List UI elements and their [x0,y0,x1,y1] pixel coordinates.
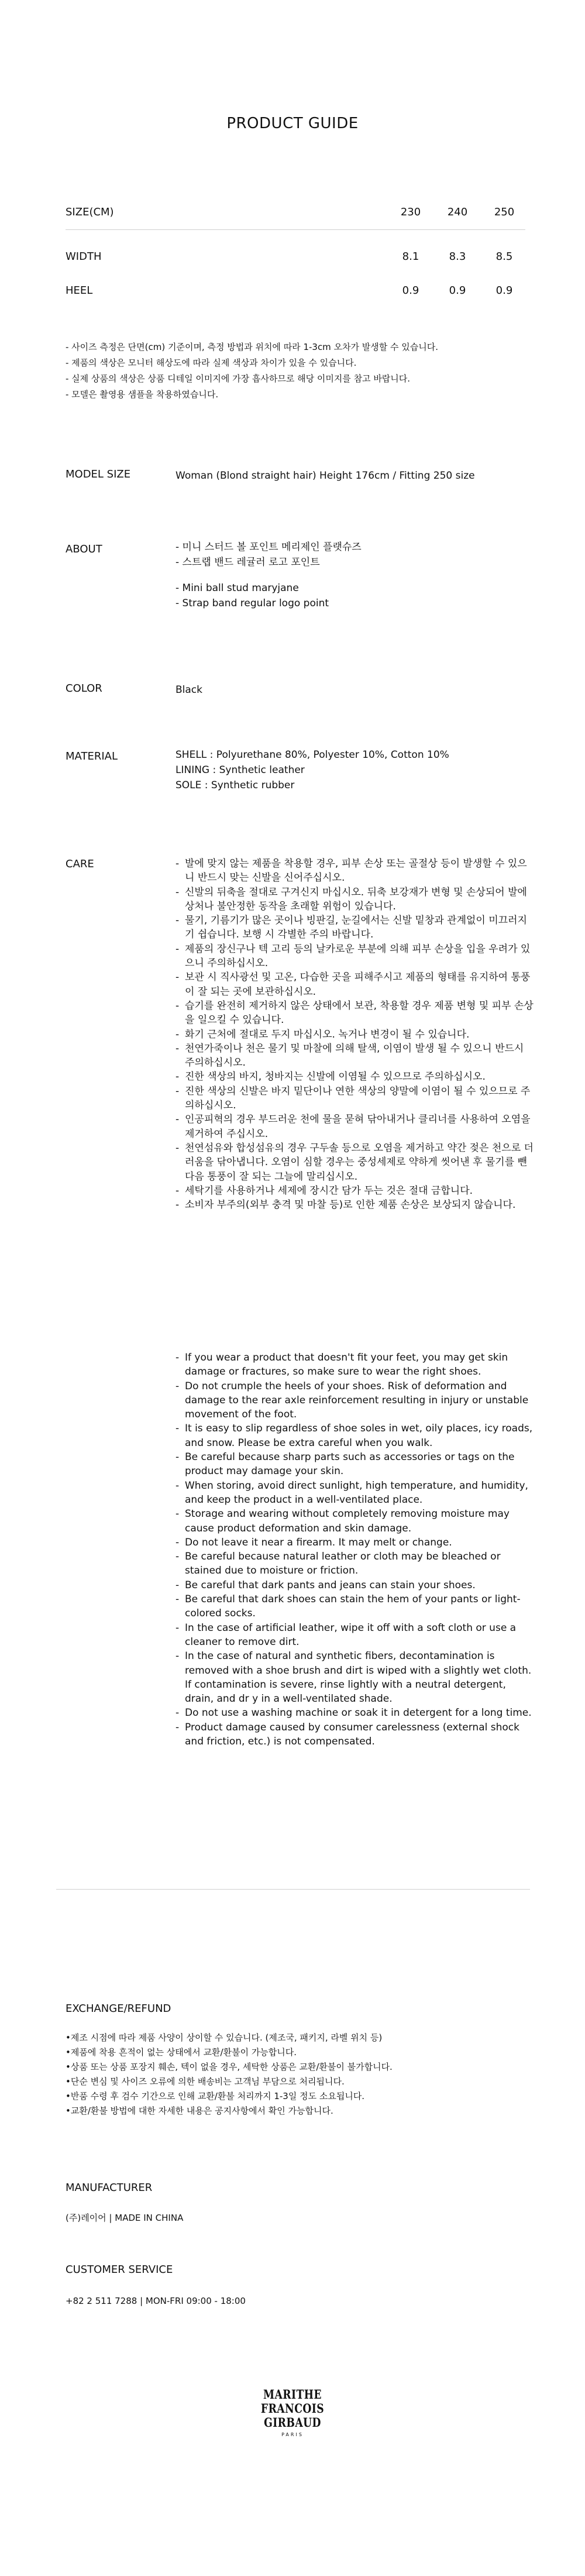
about-line: - 스트랩 밴드 레귤러 로고 포인트 [176,557,320,568]
color-label: COLOR [66,682,102,695]
color-value: Black [176,684,202,696]
care-item: - Storage and wearing without completely removing moisture may cause product deformation and skin damage. [176,1507,535,1536]
note-line: - 사이즈 측정은 단면(cm) 기준이며, 측정 방법과 위치에 따라 1-3cm 오차가 발생할 수 있습니다. [66,342,439,352]
material-value [176,747,449,793]
brand-logo [246,2388,339,2437]
care-item: - In the case of artificial leather, wipe it off with a soft cloth or use a cleaner to remove dirt. [176,1621,535,1650]
material-line: SHELL : Polyurethane 80%, Polyester 10%, Cotton 10% [176,749,449,761]
exchange-refund-label: EXCHANGE/REFUND [66,2003,171,2015]
care-item: - If you wear a product that doesn't fit your feet, you may get skin damage or fractures, so make sure to wear the right shoes. [176,1351,535,1379]
material-line: LINING : Synthetic leather [176,764,305,776]
width-value-240: 8.3 [449,250,466,263]
care-label: CARE [66,858,94,870]
care-item: - When storing, avoid direct sunlight, high temperature, and humidity, and keep the product in a well-ventilated place. [176,1479,535,1507]
note-line: - 제품의 색상은 모니터 해상도에 따라 실제 색상과 차이가 있을 수 있습니다. [66,358,357,368]
logo-line: MARITHE [263,2387,322,2402]
care-item: - 천연섬유와 합성섬유의 경우 구두솔 등으로 오염을 제거하고 약간 젖은 천으로 더러움을 닦아냅니다. 오염이 심할 경우는 중성세제로 약하게 씻어낸 후 물기를 뺀 다음 통풍이 잘 되는 그늘에 말리십시오. [176,1141,535,1184]
logo-line: GIRBAUD [264,2415,321,2430]
exchange-line: •반품 수령 후 검수 기간으로 인해 교환/환불 처리까지 1-3일 정도 소요됩니다. [66,2091,365,2101]
heel-row-label: HEEL [66,284,93,297]
size-table-header-label: SIZE(CM) [66,206,114,218]
customer-service-label: CUSTOMER SERVICE [66,2264,173,2276]
about-line: - Mini ball stud maryjane [176,582,299,594]
care-item: - 화기 근처에 절대로 두지 마십시오. 녹거나 변경이 될 수 있습니다. [176,1028,535,1042]
manufacturer-label: MANUFACTURER [66,2182,153,2194]
care-item: - It is easy to slip regardless of shoe soles in wet, oily places, icy roads, and snow. Please be extra careful when you walk. [176,1421,535,1450]
care-item: - 진한 색상의 신발은 바지 밑단이나 연한 색상의 양말에 이염이 될 수 있으므로 주의하십시오. [176,1084,535,1113]
care-item: - Be careful because natural leather or cloth may be bleached or stained due to moisture or friction. [176,1550,535,1578]
care-item: - 신발의 뒤축을 절대로 구겨신지 마십시오. 뒤축 보강재가 변형 및 손상되어 발에 상처나 불안정한 동작을 초래할 위험이 있습니다. [176,885,535,914]
width-value-250: 8.5 [495,250,513,263]
exchange-line: •제품에 착용 흔적이 없는 상태에서 교환/환불이 가능합니다. [66,2047,297,2058]
exchange-line: •상품 또는 상품 포장지 훼손, 텍이 없을 경우, 세탁한 상품은 교환/환불이 불가합니다. [66,2062,393,2072]
size-column-230: 230 [400,206,421,218]
heel-value-250: 0.9 [495,284,513,297]
about-line: - 미니 스터드 볼 포인트 메리제인 플랫슈즈 [176,541,362,553]
size-notes [66,339,438,403]
exchange-line: •교환/환불 방법에 대한 자세한 내용은 공지사항에서 확인 가능합니다. [66,2106,333,2116]
heel-value-230: 0.9 [402,284,419,297]
exchange-refund-text [66,2031,393,2118]
care-item: - Do not leave it near a firearm. It may melt or change. [176,1536,535,1550]
section-divider [56,1889,530,1890]
page-title: PRODUCT GUIDE [226,115,359,132]
care-item: - 물기, 기름기가 많은 곳이나 빙판길, 눈길에서는 신발 밑창과 관계없이 미끄러지기 쉽습니다. 보행 시 각별한 주의 바랍니다. [176,913,535,942]
care-item: - 천연가죽이나 천은 물기 및 마찰에 의해 탈색, 이염이 발생 될 수 있으니 반드시 주의하십시오. [176,1042,535,1070]
care-item: - 세탁기를 사용하거나 세제에 장시간 담가 두는 것은 절대 금합니다. [176,1184,535,1198]
size-table-divider [66,229,525,230]
care-list-korean [176,857,535,1212]
care-item: - Product damage caused by consumer carelessness (external shock and friction, etc.) is not compensated. [176,1720,535,1749]
care-item: - Be careful that dark shoes can stain the hem of your pants or light-colored socks. [176,1592,535,1621]
care-item: - 소비자 부주의(외부 충격 및 마찰 등)로 인한 제품 손상은 보상되지 않습니다. [176,1198,535,1212]
care-item: - 발에 맞지 않는 제품을 착용할 경우, 피부 손상 또는 골절상 등이 발생할 수 있으니 반드시 맞는 신발을 신어주십시오. [176,857,535,885]
customer-service-value: +82 2 511 7288 | MON-FRI 09:00 - 18:00 [66,2296,246,2306]
care-item: - Be careful that dark pants and jeans can stain your shoes. [176,1578,535,1592]
logo-subtitle: PARIS [281,2432,304,2437]
care-item: - Do not use a washing machine or soak it in detergent for a long time. [176,1706,535,1720]
care-item: - 제품의 장신구나 텍 고리 등의 날카로운 부분에 의해 피부 손상을 입을 우려가 있으니 주의하십시오. [176,942,535,971]
size-column-250: 250 [494,206,515,218]
heel-value-240: 0.9 [449,284,466,297]
care-item: - In the case of natural and synthetic fibers, decontamination is removed with a shoe brush and dirt is wiped with a slightly wet cloth. If contamination is severe, rinse lightly with a neutral detergent, drain, and dr y in a well-ventilated shade. [176,1649,535,1706]
care-item: - 습기를 완전히 제거하지 않은 상태에서 보관, 착용할 경우 제품 변형 및 피부 손상을 일으킬 수 있습니다. [176,999,535,1028]
note-line: - 실제 상품의 색상은 상품 디테일 이미지에 가장 흡사하므로 해당 이미지를 참고 바랍니다. [66,373,411,384]
width-value-230: 8.1 [402,250,419,263]
exchange-line: •단순 변심 및 사이즈 오류에 의한 배송비는 고객님 부담으로 처리됩니다. [66,2076,345,2087]
exchange-line: •제조 시점에 따라 제품 사양이 상이할 수 있습니다. (제조국, 패키지, 라벨 위치 등) [66,2032,383,2043]
model-size-label: MODEL SIZE [66,468,131,480]
care-item: - 보관 시 직사광선 및 고온, 다습한 곳을 피해주시고 제품의 형태를 유지하여 통풍이 잘 되는 곳에 보관하십시오. [176,970,535,999]
manufacturer-value: (주)레이어 | MADE IN CHINA [66,2213,184,2223]
note-line: - 모델은 촬영용 샘플을 착용하였습니다. [66,389,219,400]
about-label: ABOUT [66,543,102,555]
care-list-english [176,1351,535,1749]
logo-line: FRANCOIS [260,2401,325,2416]
model-size-value: Woman (Blond straight hair) Height 176cm / Fitting 250 size [176,470,475,482]
care-item: - Do not crumple the heels of your shoes. Risk of deformation and damage to the rear axle reinforcement resulting in injury or unstable movement of the foot. [176,1379,535,1422]
size-column-240: 240 [447,206,468,218]
material-line: SOLE : Synthetic rubber [176,779,295,791]
material-label: MATERIAL [66,750,118,763]
about-value [176,540,362,611]
about-line: - Strap band regular logo point [176,597,329,609]
width-row-label: WIDTH [66,250,102,263]
care-item: - 진한 색상의 바지, 청바지는 신발에 이염될 수 있으므로 주의하십시오. [176,1070,535,1084]
care-item: - 인공피혁의 경우 부드러운 천에 물을 묻혀 닦아내거나 클리너를 사용하여 오염을 제거하여 주십시오. [176,1112,535,1141]
care-item: - Be careful because sharp parts such as accessories or tags on the product may damage your skin. [176,1450,535,1479]
